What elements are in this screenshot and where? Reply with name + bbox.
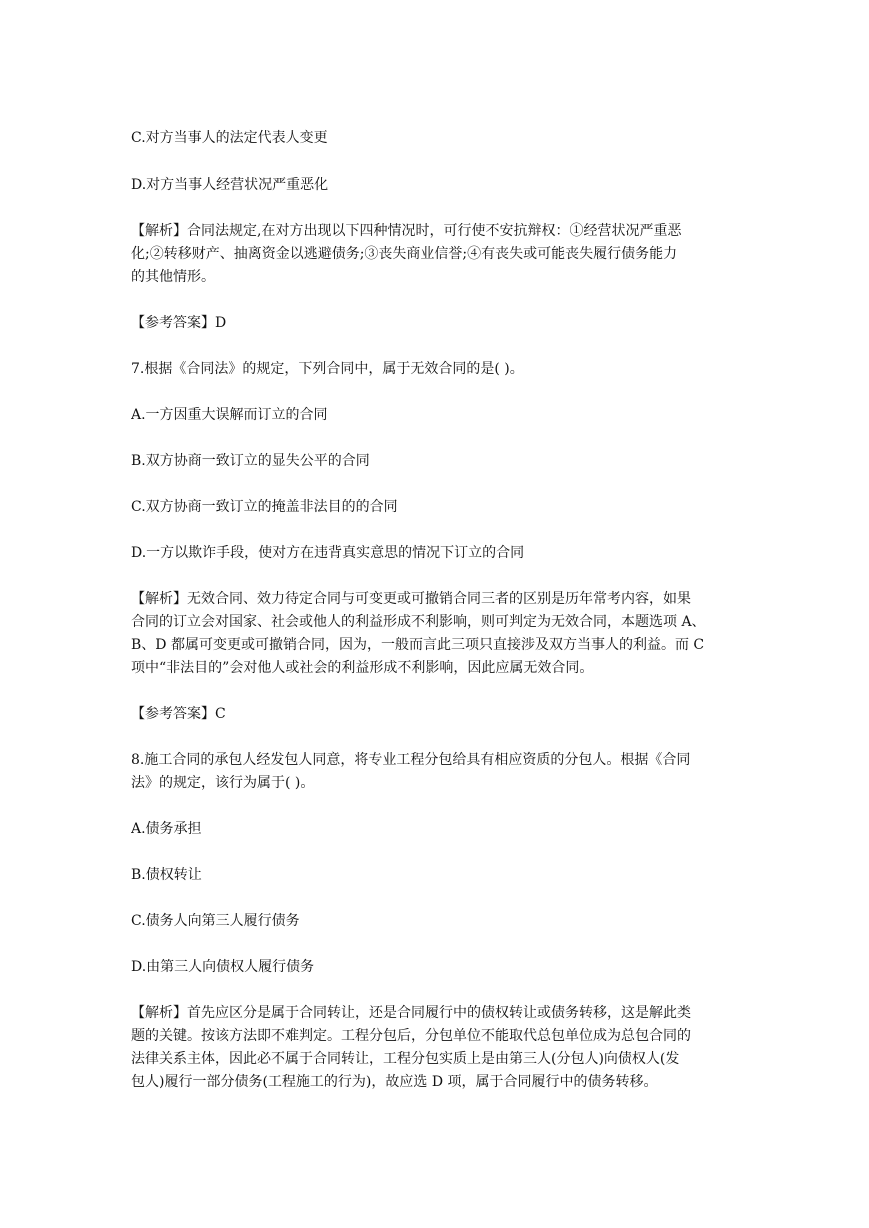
q8-option-d: D.由第三人向债权人履行债务 <box>131 959 315 975</box>
q7-answer: 【参考答案】C <box>131 706 226 722</box>
q8-analysis-line-2: 题的关键。按该方法即不难判定。工程分包后，分包单位不能取代总包单位成为总包合同的 <box>131 1028 691 1044</box>
q6-analysis-line-2: 化;②转移财产、抽离资金以逃避债务;③丧失商业信誉;④有丧失或可能丧失履行债务能力 <box>131 246 678 262</box>
q7-option-d: D.一方以欺诈手段，使对方在违背真实意思的情况下订立的合同 <box>131 545 525 561</box>
q8-analysis-line-3: 法律关系主体，因此必不属于合同转让，工程分包实质上是由第三人(分包人)向债权人(发 <box>131 1051 680 1067</box>
q7-analysis-line-4: 项中“非法目的”会对他人或社会的利益形成不利影响，因此应属无效合同。 <box>131 660 594 676</box>
q8-analysis-line-1: 【解析】首先应区分是属于合同转让，还是合同履行中的债权转让或债务转移，这是解此类 <box>131 1005 691 1021</box>
q7-option-b: B.双方协商一致订立的显失公平的合同 <box>131 453 370 469</box>
q7-analysis-line-3: B、D 都属可变更或可撤销合同，因为，一般而言此三项只直接涉及双方当事人的利益。而 C <box>131 637 705 653</box>
q7-option-c: C.双方协商一致订立的掩盖非法目的的合同 <box>131 499 398 515</box>
q7-analysis-line-2: 合同的订立会对国家、社会或他人的利益形成不利影响，则可判定为无效合同，本题选项 A、 <box>131 614 706 630</box>
q8-analysis-line-4: 包人)履行一部分债务(工程施工的行为)，故应选 D 项，属于合同履行中的债务转移。 <box>131 1074 658 1090</box>
q8-option-b: B.债权转让 <box>131 867 202 883</box>
q8-option-a: A.债务承担 <box>131 821 202 837</box>
q8-question-line-1: 8.施工合同的承包人经发包人同意，将专业工程分包给具有相应资质的分包人。根据《合同 <box>131 752 691 768</box>
q8-option-c: C.债务人向第三人履行债务 <box>131 913 300 929</box>
q7-option-a: A.一方因重大误解而订立的合同 <box>131 407 328 423</box>
q6-analysis-line-1: 【解析】合同法规定,在对方出现以下四种情况时，可行使不安抗辩权：①经营状况严重恶 <box>131 223 682 239</box>
q7-question: 7.根据《合同法》的规定，下列合同中，属于无效合同的是( )。 <box>131 361 524 377</box>
q8-question-line-2: 法》的规定，该行为属于( )。 <box>131 775 315 791</box>
q6-analysis-line-3: 的其他情形。 <box>131 269 215 285</box>
q6-option-c: C.对方当事人的法定代表人变更 <box>131 130 328 146</box>
q6-option-d: D.对方当事人经营状况严重恶化 <box>131 177 329 193</box>
q6-answer: 【参考答案】D <box>131 315 227 331</box>
q7-analysis-line-1: 【解析】无效合同、效力待定合同与可变更或可撤销合同三者的区别是历年常考内容，如果 <box>131 591 691 607</box>
